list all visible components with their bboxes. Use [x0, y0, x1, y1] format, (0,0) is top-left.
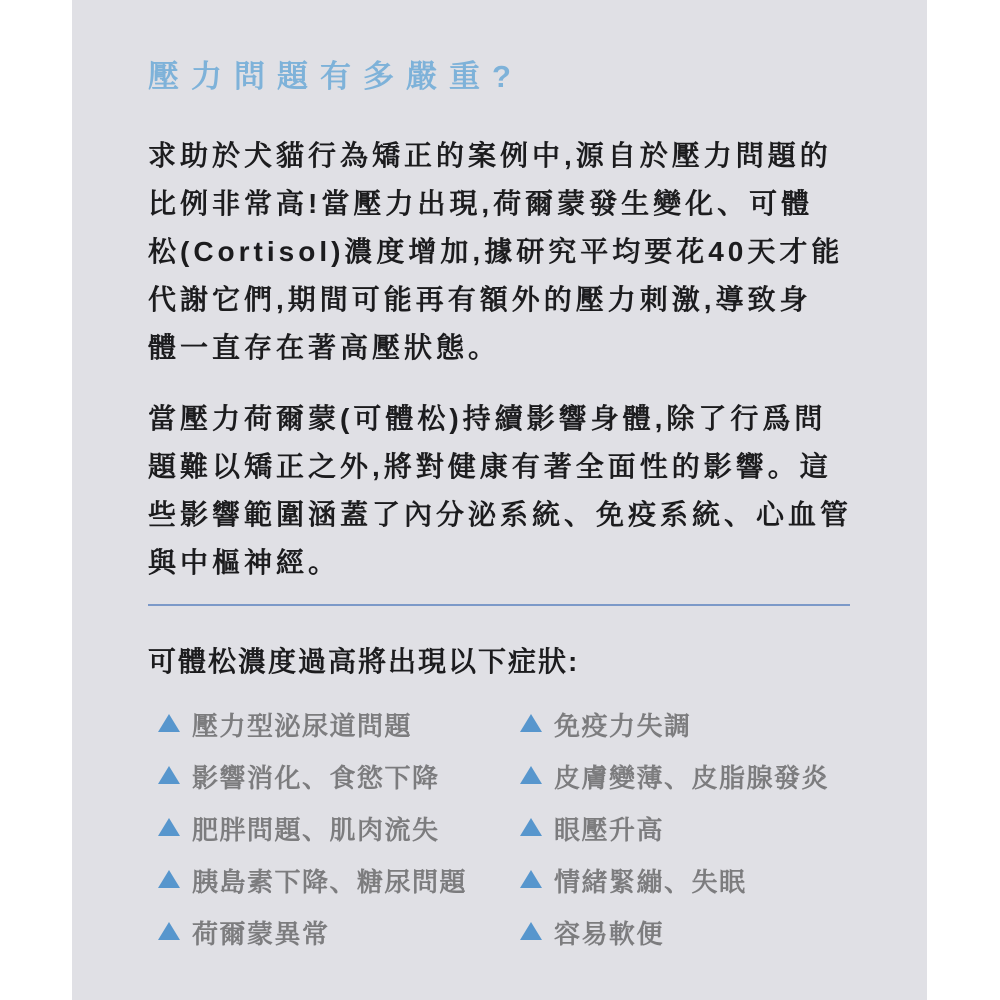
triangle-up-icon [520, 818, 542, 836]
list-item [520, 698, 855, 750]
symptom-label: 肥胖問題、肌肉流失 [192, 814, 440, 845]
triangle-up-icon [158, 922, 180, 940]
list-item [158, 698, 520, 750]
symptom-label: 容易軟便 [554, 918, 665, 949]
paragraph-line: 體一直存在著高壓狀態。 [148, 332, 501, 363]
symptom-label: 皮膚變薄、皮脂腺發炎 [554, 762, 830, 793]
paragraph-cortisol-effects [148, 395, 855, 587]
section-divider [148, 604, 850, 606]
list-item [520, 854, 855, 906]
symptom-label: 影響消化、食慾下降 [192, 762, 440, 793]
paragraph-stress-intro [148, 132, 855, 372]
list-item [158, 854, 520, 906]
page-title: 壓力問題有多嚴重? [148, 59, 523, 94]
paragraph-line: 當壓力荷爾蒙(可體松)持續影響身體,除了行爲問 [148, 403, 827, 434]
symptom-label: 胰島素下降、糖尿問題 [192, 866, 468, 897]
list-item [158, 750, 520, 802]
triangle-up-icon [520, 870, 542, 888]
symptoms-list [148, 698, 855, 958]
paragraph-line: 松(Cortisol)濃度增加,據研究平均要花40天才能 [148, 236, 844, 267]
symptom-label: 壓力型泌尿道問題 [192, 710, 413, 741]
paragraph-line: 代謝它們,期間可能再有額外的壓力刺激,導致身 [148, 284, 812, 315]
paragraph-line: 些影響範圍涵蓋了內分泌系統、免疫系統、心血管 [148, 499, 853, 530]
symptom-label: 荷爾蒙異常 [192, 918, 330, 949]
symptoms-column-left [158, 698, 520, 958]
triangle-up-icon [158, 818, 180, 836]
paragraph-line: 比例非常高!當壓力出現,荷爾蒙發生變化、可體 [148, 188, 814, 219]
symptom-label: 眼壓升高 [554, 814, 665, 845]
paragraph-line: 題難以矯正之外,將對健康有著全面性的影響。這 [148, 451, 832, 482]
triangle-up-icon [158, 714, 180, 732]
triangle-up-icon [520, 714, 542, 732]
triangle-up-icon [520, 922, 542, 940]
list-item [520, 906, 855, 958]
list-item [158, 906, 520, 958]
list-item [158, 802, 520, 854]
triangle-up-icon [158, 870, 180, 888]
list-item [520, 802, 855, 854]
symptom-label: 免疫力失調 [554, 710, 692, 741]
list-item [520, 750, 855, 802]
symptom-label: 情緒緊繃、失眠 [554, 866, 747, 897]
paragraph-line: 與中樞神經。 [148, 547, 341, 578]
triangle-up-icon [520, 766, 542, 784]
triangle-up-icon [158, 766, 180, 784]
paragraph-line: 求助於犬貓行為矯正的案例中,源自於壓力問題的 [148, 140, 832, 171]
symptoms-column-right [520, 698, 855, 958]
article [148, 0, 855, 958]
symptoms-heading: 可體松濃度過高將出現以下症狀: [148, 646, 580, 677]
